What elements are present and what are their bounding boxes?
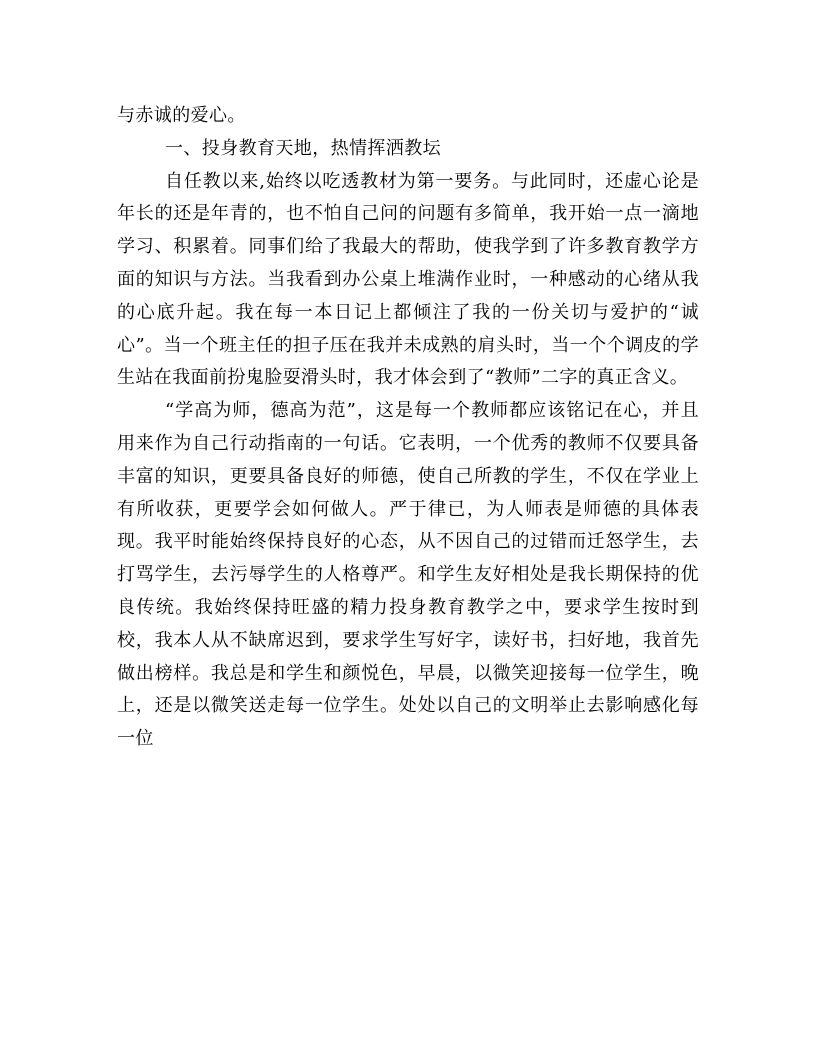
paragraph-teaching: 自任教以来,始终以吃透教材为第一要务。与此同时，还虚心论是年长的还是年青的，也不怕自己问的问题有多简单，我开始一点一滴地学习、积累着。同事们给了我最大的帮助，使我学到了许多教育教学方面的知识与方法。当我看到办公桌上堆满作业时，一种感动的心绪从我的心底升起。我在每一本日记上都倾注了我的一份关切与爱护的“诚心”。当一个班主任的担子压在我并未成熟的肩头时，当一个个调皮的学生站在我面前扮鬼脸耍滑头时，我才体会到了“教师”二字的真正含义。 [117,170,699,389]
paragraph-ethics: “学高为师，德高为范”，这是每一个教师都应该铭记在心，并且用来作为自己行动指南的一句话。它表明，一个优秀的教师不仅要具备丰富的知识，更要具备良好的师德，使自己所教的学生，不仅在学业上有所收获，更要学会如何做人。严于律已，为人师表是师德的具体表现。我平时能始终保持良好的心态，从不因自己的过错而迁怒学生，去打骂学生，去污辱学生的人格尊严。和学生友好相处是我长期保持的优良传统。我始终保持旺盛的精力投身教育教学之中，要求学生按时到校，我本人从不缺席迟到，要求学生写好字，读好书，扫好地，我首先做出榜样。我总是和学生和颜悦色，早晨，以微笑迎接每一位学生，晚上，还是以微笑送走每一位学生。处处以自己的文明举止去影响感化每一位 [117,400,699,750]
section-heading: 一、投身教育天地，热情挥洒教坛 [165,137,441,159]
paragraph-fragment: 与赤诚的爱心。 [117,105,246,126]
body-text [117,100,699,756]
